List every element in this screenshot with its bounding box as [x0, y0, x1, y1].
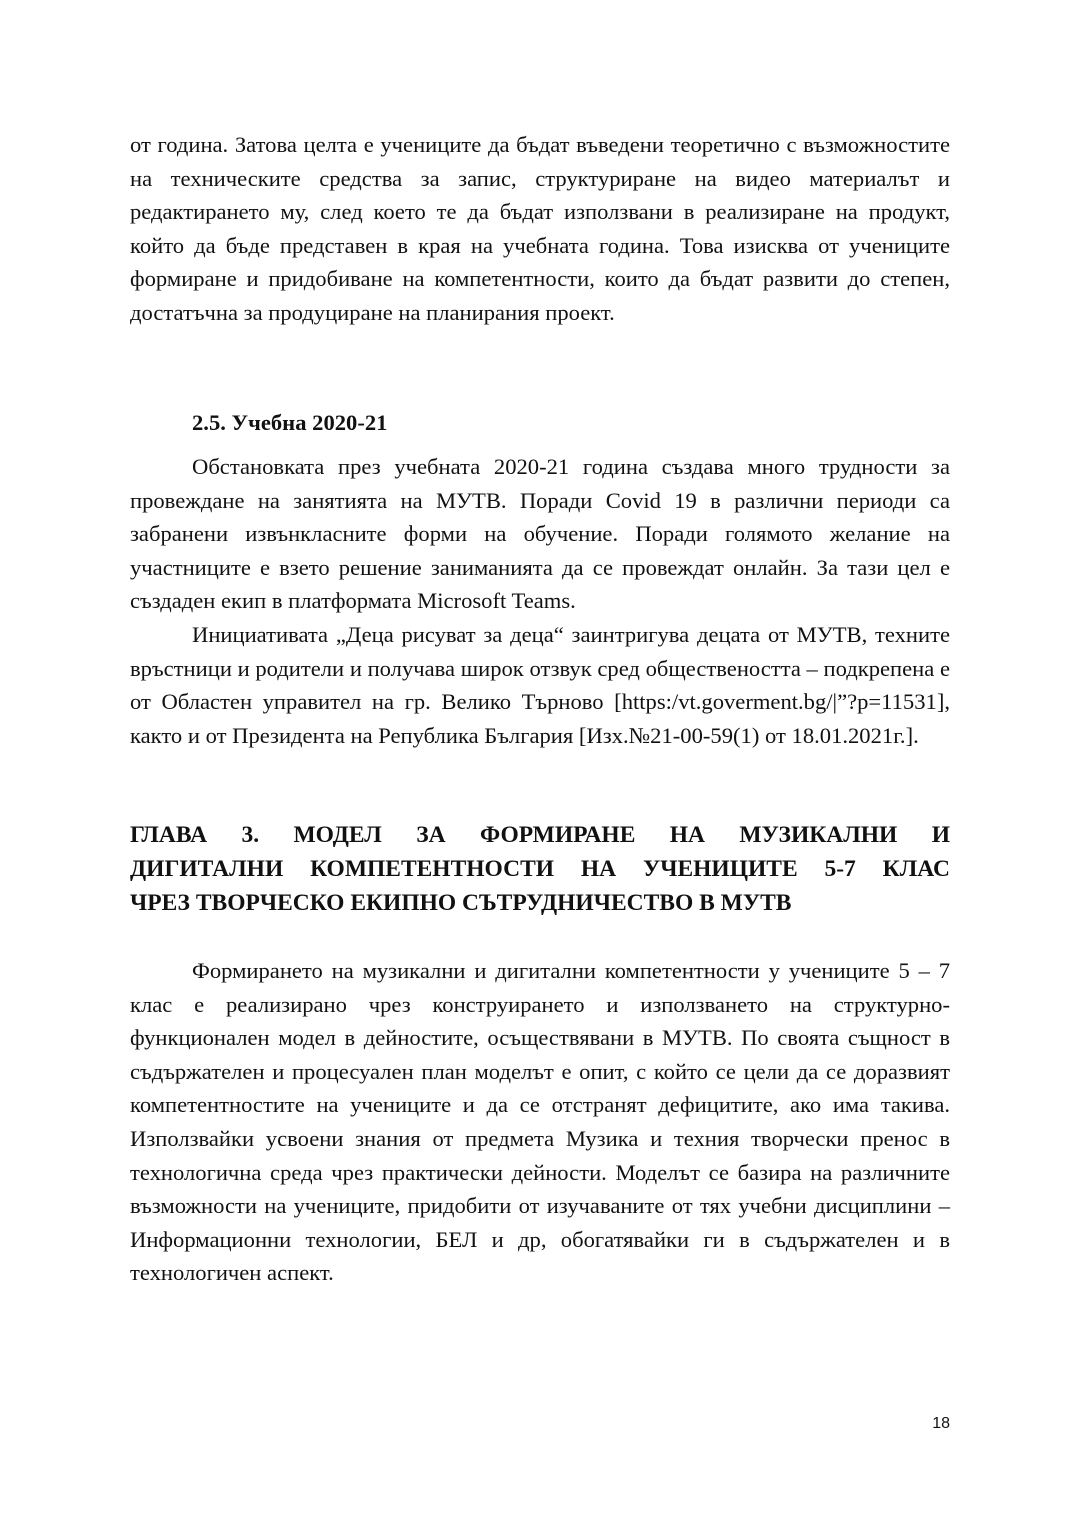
chapter-paragraph: Формирането на музикални и дигитални компетентности у учениците 5 – 7 клас е реализирано чрез конструирането и използването на структурно-функционален модел в дейностите, осъществявани в МУТВ. По своята същност в съдържателен и процесуален план моделът е опит, с който се цели да се доразвият компетентностите на учениците и да се отстранят дефицитите, ако има такива. Използвайки усвоени знания от предмета Музика и техния творчески пренос в технологична среда чрез практически дейности. Моделът се базира на различните възможности на учениците, придобити от изучаваните от тях учебни дисциплини – Информационни технологии, БЕЛ и др, обогатявайки ги в съдържателен и в технологичен аспект.: [130, 958, 950, 1286]
chapter-heading-line-2: ДИГИТАЛНИ КОМПЕТЕНТНОСТИ НА УЧЕНИЦИТЕ 5-7 КЛАС: [130, 856, 950, 882]
page-number: 18: [932, 1415, 950, 1432]
chapter-heading-line-3: ЧРЕЗ ТВОРЧЕСКО ЕКИПНО СЪТРУДНИЧЕСТВО В МУТВ: [130, 890, 792, 916]
chapter-heading: [130, 818, 950, 920]
section-paragraph-2: Инициативата „Деца рисуват за деца“ заинтригува децата от МУТВ, техните връстници и родители и получава широк отзвук сред обществеността – подкрепена е от Областен управител на гр. Велико Търново [https:/vt.goverment.bg/|”?p=11531], както и от Президента на Република България [Изх.№21-00-59(1) от 18.01.2021г.].: [130, 622, 950, 748]
section-paragraph-1: Обстановката през учебната 2020-21 година създава много трудности за провеждане на занятията на МУТВ. Поради Covid 19 в различни периоди са забранени извънкласните форми на обучение. Поради голямото желание на участниците е взето решение заниманията да се провеждат онлайн. За тази цел е създаден екип в платформата Microsoft Teams.: [130, 454, 950, 614]
section-heading: 2.5. Учебна 2020-21: [192, 410, 388, 435]
chapter-heading-line-1: ГЛАВА 3. МОДЕЛ ЗА ФОРМИРАНЕ НА МУЗИКАЛНИ И: [130, 822, 950, 848]
intro-paragraph: от година. Затова целта е учениците да бъдат въведени теоретично с възможностите на техническите средства за запис, структуриране на видео материалът и редактирането му, след което те да бъдат използвани в реализиране на продукт, който да бъде представен в края на учебната година. Това изисква от учениците формиране и придобиване на компетентности, които да бъдат развити до степен, достатъчна за продуциране на планирания проект.: [130, 132, 950, 325]
